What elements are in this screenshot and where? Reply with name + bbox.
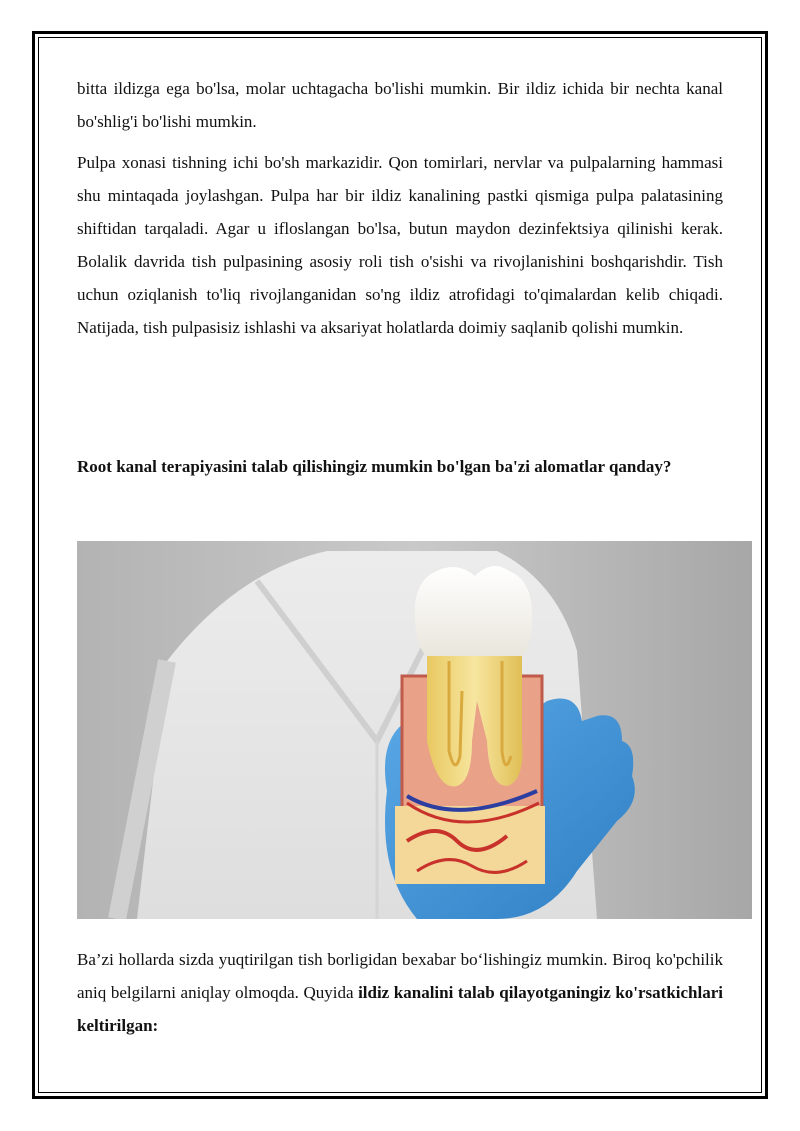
paragraph-3-text: Ba’zi hollarda sizda yuqtirilgan tish borligidan bexabar bo‘lishingiz mumkin. Biroq ko'pchilik aniq belgilarni aniqlay olmoqda. Quyida [77, 950, 723, 1002]
document-body [77, 72, 723, 476]
section-heading: Root kanal terapiyasini talab qilishingiz mumkin bo'lgan ba'zi alomatlar qanday? [77, 457, 672, 476]
tooth-photo-graphic [77, 541, 752, 919]
paragraph-1: bitta ildizga ega bo'lsa, molar uchtagacha bo'lishi mumkin. Bir ildiz ichida bir nechta kanal bo'shlig'i bo'lishi mumkin. [77, 79, 723, 131]
paragraph-2: Pulpa xonasi tishning ichi bo'sh markazidir. Qon tomirlari, nervlar va pulpalarning hammasi shu mintaqada joylashgan. Pulpa har bir ildiz kanalining pastki qismiga pulpa palatasining shiftidan tarqaladi. Agar u ifloslangan bo'lsa, butun maydon dezinfektsiya qilinishi kerak. Bolalik davrida tish pulpasining asosiy roli tish o'sishi va rivojlanishini boshqarishdir. Tish uchun oziqlanish to'liq rivojlanganidan so'ng ildiz atrofidagi to'qimalardan kelib chiqadi. Natijada, tish pulpasisiz ishlashi va aksariyat holatlarda doimiy saqlanib qolishi mumkin. [77, 153, 723, 337]
tooth-illustration-photo [77, 541, 752, 919]
paragraph-3-bold: ildiz kanalini talab qilayotganingiz ko'rsatkichlari keltirilgan: [77, 983, 723, 1035]
paragraph-3 [77, 943, 723, 1042]
